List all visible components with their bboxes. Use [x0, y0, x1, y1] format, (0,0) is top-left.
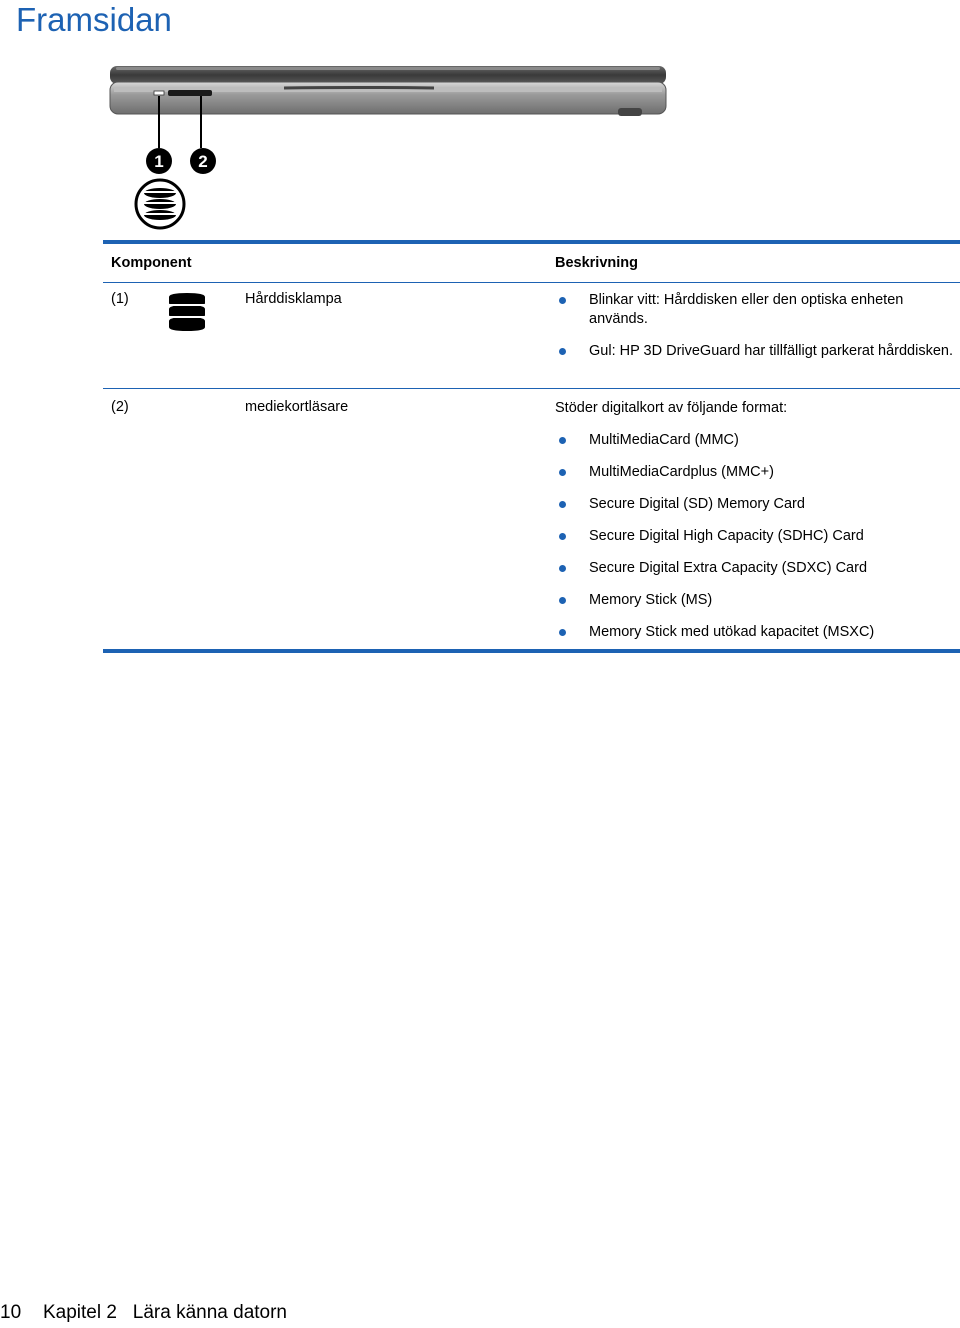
- list-item: Secure Digital High Capacity (SDHC) Card: [555, 527, 955, 546]
- callout-2-label: 2: [198, 152, 208, 171]
- page-number: 10: [0, 1302, 22, 1323]
- row-description: [555, 291, 955, 361]
- table-row: [103, 283, 960, 389]
- row-intro: Stöder digitalkort av följande format:: [555, 400, 788, 416]
- row-description: [555, 399, 955, 642]
- table-bottom-rule: [103, 649, 960, 653]
- media-card-slot: [168, 90, 212, 96]
- row-number: (2): [111, 399, 129, 415]
- callout-1-label: 1: [154, 152, 164, 171]
- row-name: mediekortläsare: [245, 399, 349, 415]
- header-component: Komponent: [111, 255, 192, 271]
- list-item: MultiMediaCardplus (MMC+): [555, 463, 955, 482]
- list-item: MultiMediaCard (MMC): [555, 431, 955, 450]
- header-description: Beskrivning: [555, 255, 638, 271]
- list-item: Memory Stick med utökad kapacitet (MSXC): [555, 623, 955, 642]
- page-title: Framsidan: [16, 1, 172, 38]
- row-number: (1): [111, 291, 129, 307]
- component-table: [103, 240, 960, 653]
- chapter-title: Kapitel 2 Lära känna datorn: [43, 1302, 288, 1323]
- list-item: Memory Stick (MS): [555, 591, 955, 610]
- hard-drive-icon: [136, 180, 184, 228]
- laptop-front-figure: [104, 58, 684, 238]
- table-row: [103, 389, 960, 649]
- list-item: Secure Digital Extra Capacity (SDXC) Card: [555, 559, 955, 578]
- list-item: Blinkar vitt: Hårddisken eller den optiska enheten används.: [555, 291, 955, 329]
- row-name: Hårddisklampa: [245, 291, 342, 307]
- hard-drive-icon: [165, 291, 209, 339]
- list-item: Secure Digital (SD) Memory Card: [555, 495, 955, 514]
- hard-drive-light: [154, 91, 164, 95]
- list-item: Gul: HP 3D DriveGuard har tillfälligt parkerat hårddisken.: [555, 342, 955, 361]
- table-header: [103, 244, 960, 282]
